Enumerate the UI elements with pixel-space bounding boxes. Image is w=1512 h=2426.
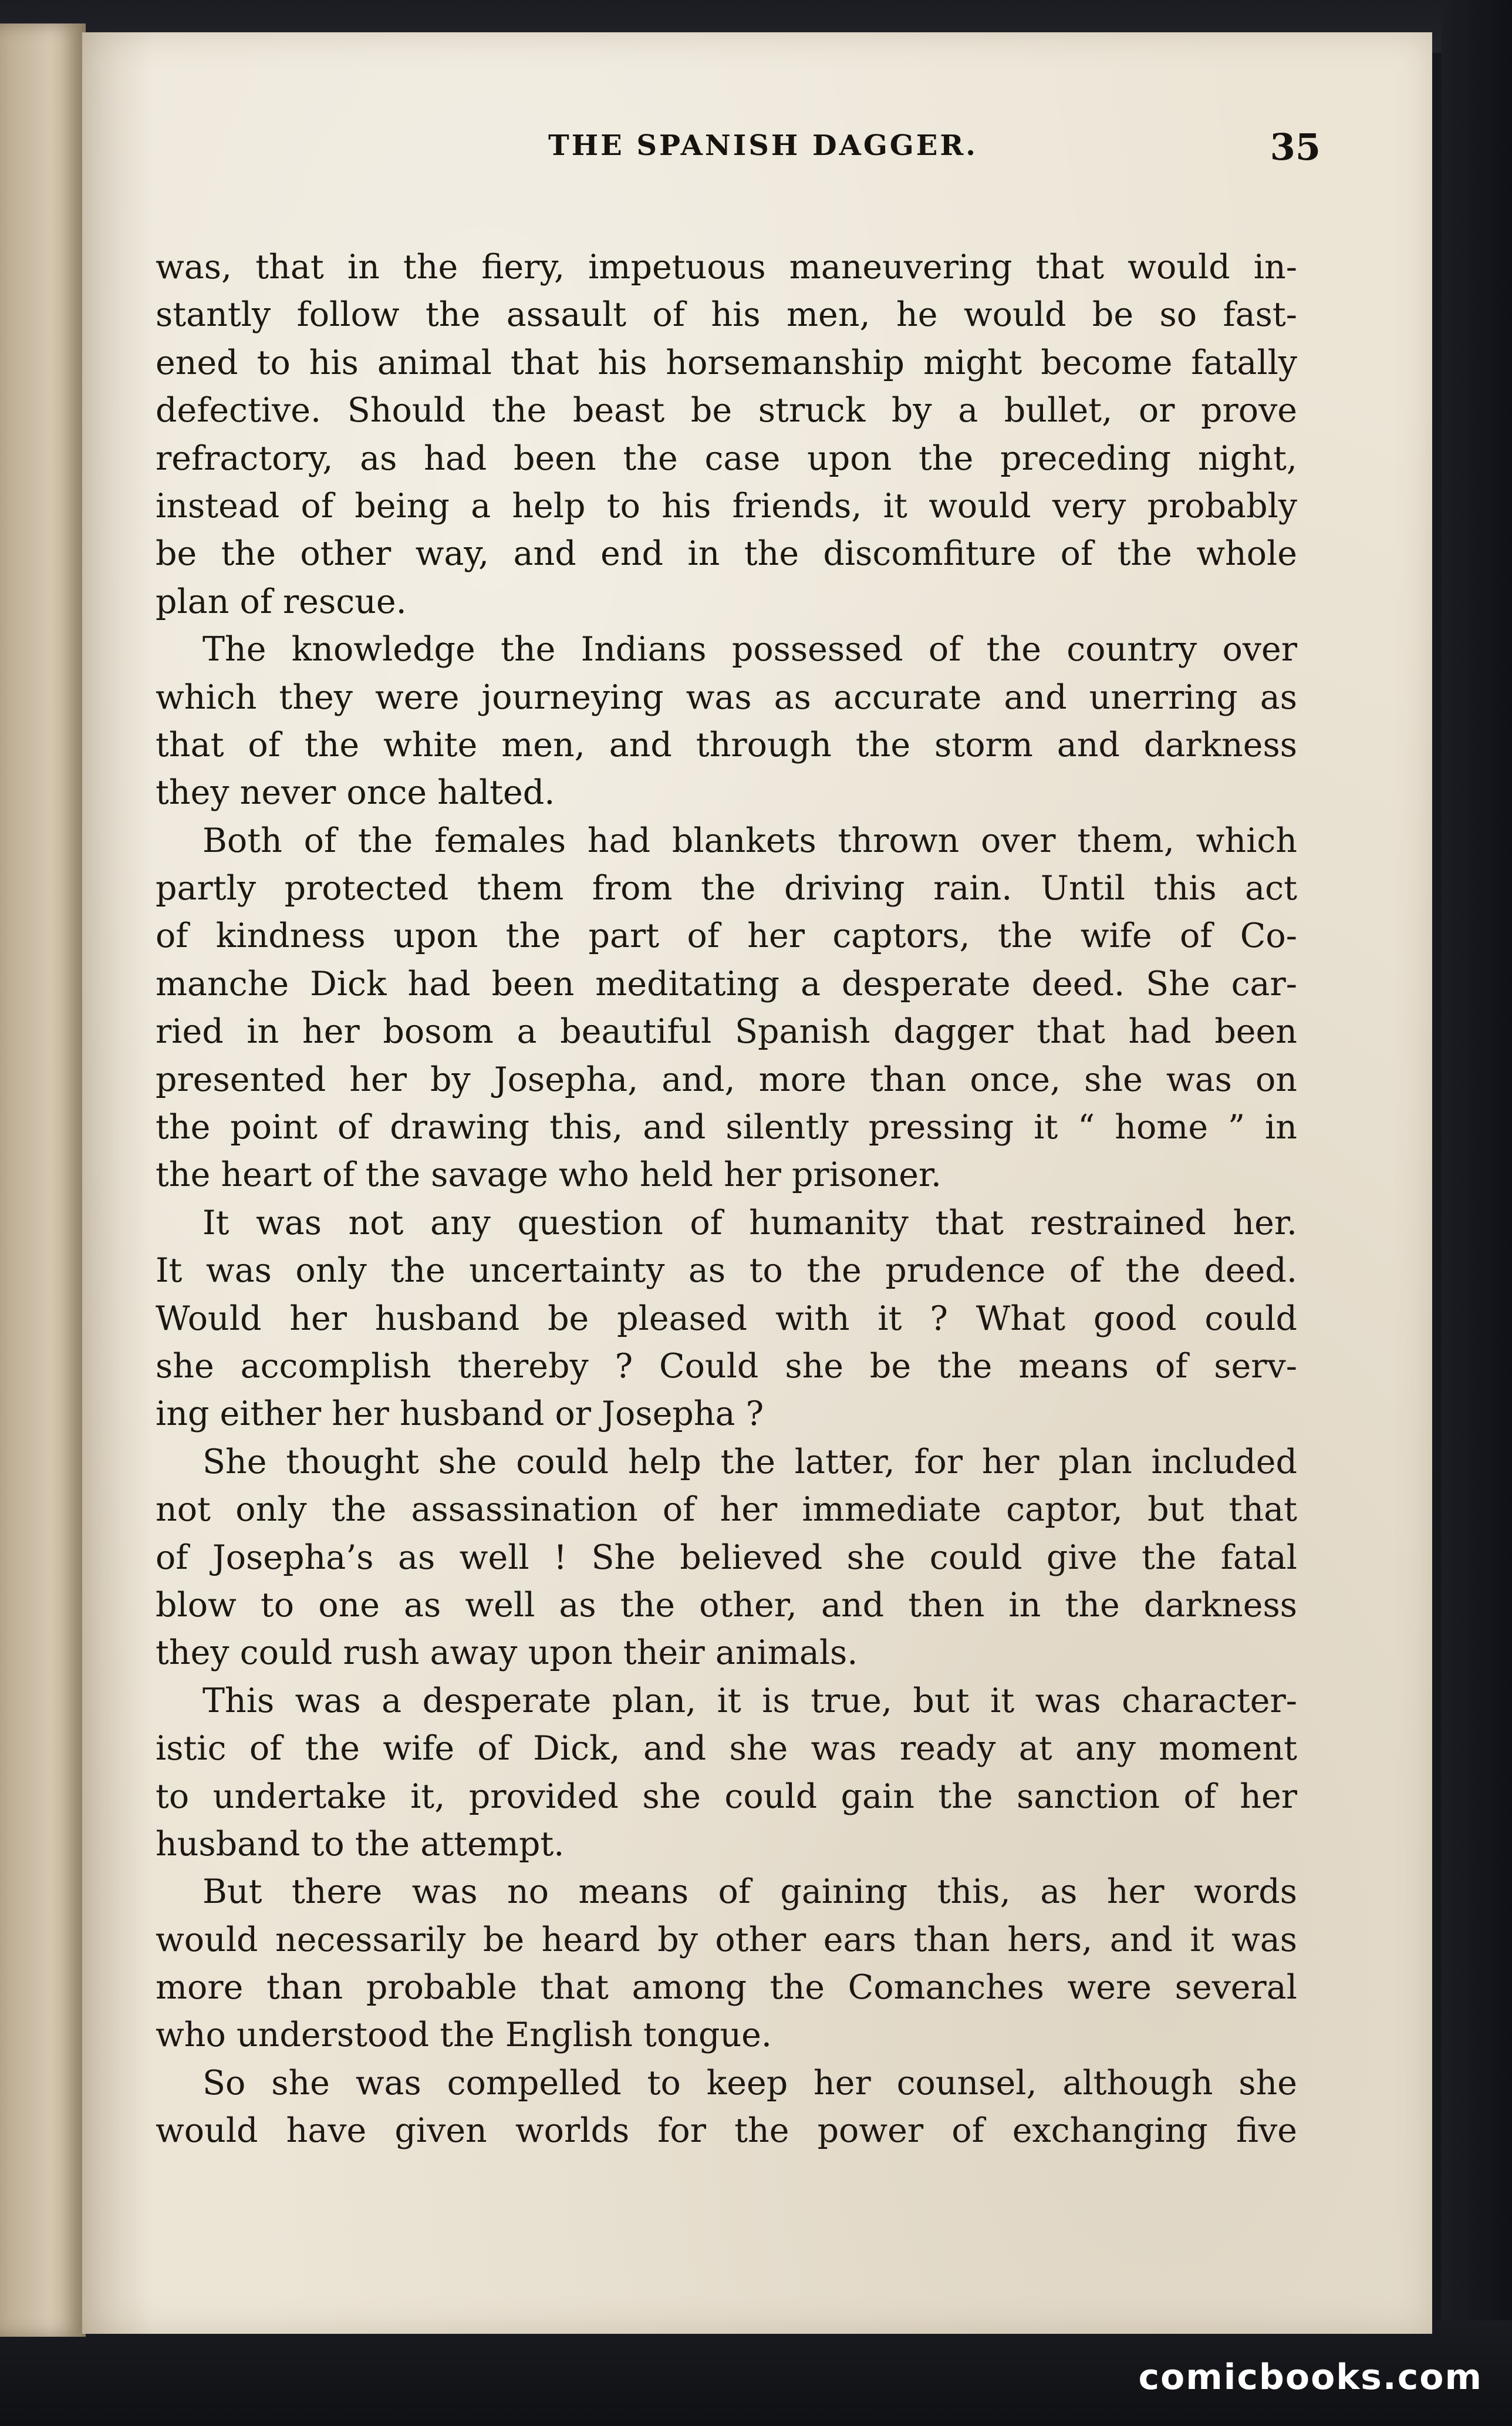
text-line: istic of the wife of Dick, and she was ready at any moment — [156, 1729, 1297, 1768]
body-text — [156, 244, 1297, 2155]
text-line: But there was no means of gaining this, as her words — [203, 1872, 1297, 1912]
text-line: blow to one as well as the other, and then in the darkness — [156, 1585, 1297, 1625]
text-line: It was not any question of humanity that restrained her. — [203, 1203, 1297, 1242]
text-line: the point of drawing this, and silently pressing it “ home ” in — [156, 1108, 1297, 1147]
text-line: partly protected them from the driving rain. Until this act — [156, 869, 1297, 908]
text-line: defective. Should the beast be struck by a bullet, or prove — [156, 391, 1297, 430]
text-line: The knowledge the Indians possessed of the country over — [203, 630, 1297, 669]
text-line: It was only the uncertainty as to the prudence of the deed. — [156, 1251, 1297, 1291]
text-line: be the other way, and end in the discomfiture of the whole — [156, 534, 1297, 574]
text-line: manche Dick had been meditating a desperate deed. She car- — [156, 964, 1297, 1003]
text-line: ened to his animal that his horsemanship might become fatally — [156, 343, 1297, 382]
text-line: husband to the attempt. — [156, 1824, 565, 1864]
text-line: the heart of the savage who held her prisoner. — [156, 1155, 942, 1195]
text-line: ing either her husband or Josepha ? — [156, 1394, 764, 1434]
text-line: She thought she could help the latter, for her plan included — [203, 1442, 1297, 1481]
text-line: plan of rescue. — [156, 582, 407, 621]
text-line: which they were journeying was as accurate and unerring as — [156, 678, 1297, 717]
text-line: stantly follow the assault of his men, he would be so fast- — [156, 295, 1297, 335]
text-line: would necessarily be heard by other ears than hers, and it was — [156, 1920, 1297, 1959]
scan-background-right — [1442, 0, 1512, 2426]
text-line: not only the assassination of her immediate captor, but that — [156, 1490, 1297, 1529]
text-line: ried in her bosom a beautiful Spanish dagger that had been — [156, 1012, 1297, 1052]
text-line: of kindness upon the part of her captors, the wife of Co- — [156, 917, 1297, 956]
page-number: 35 — [1270, 126, 1321, 169]
page-header — [205, 126, 1321, 188]
text-line: Would her husband be pleased with it ? What good could — [156, 1299, 1297, 1338]
text-line: refractory, as had been the case upon the preceding night, — [156, 439, 1297, 478]
text-line: that of the white men, and through the storm and darkness — [156, 725, 1297, 764]
text-line: to undertake it, provided she could gain the sanction of her — [156, 1777, 1297, 1816]
text-line: was, that in the fiery, impetuous maneuvering that would in- — [156, 248, 1297, 287]
facing-page-edge — [0, 23, 86, 2337]
text-line: would have given worlds for the power of exchanging five — [156, 2111, 1297, 2151]
running-title: THE SPANISH DAGGER. — [548, 129, 978, 162]
text-line: who understood the English tongue. — [156, 2016, 772, 2055]
text-line: she accomplish thereby ? Could she be the means of serv- — [156, 1346, 1297, 1386]
text-line: So she was compelled to keep her counsel, although she — [203, 2063, 1297, 2102]
text-line: of Josepha’s as well ! She believed she could give the fatal — [156, 1538, 1297, 1577]
text-line: This was a desperate plan, it is true, but it was character- — [203, 1681, 1297, 1720]
text-line: they could rush away upon their animals. — [156, 1633, 858, 1673]
text-line: more than probable that among the Comanches were several — [156, 1968, 1297, 2007]
text-line: instead of being a help to his friends, it would very probably — [156, 486, 1297, 525]
text-line: they never once halted. — [156, 773, 555, 813]
book-page — [82, 32, 1432, 2334]
text-line: presented her by Josepha, and, more than once, she was on — [156, 1060, 1297, 1099]
watermark: comicbooks.com — [1138, 2357, 1483, 2398]
text-line: Both of the females had blankets thrown over them, which — [203, 821, 1297, 860]
